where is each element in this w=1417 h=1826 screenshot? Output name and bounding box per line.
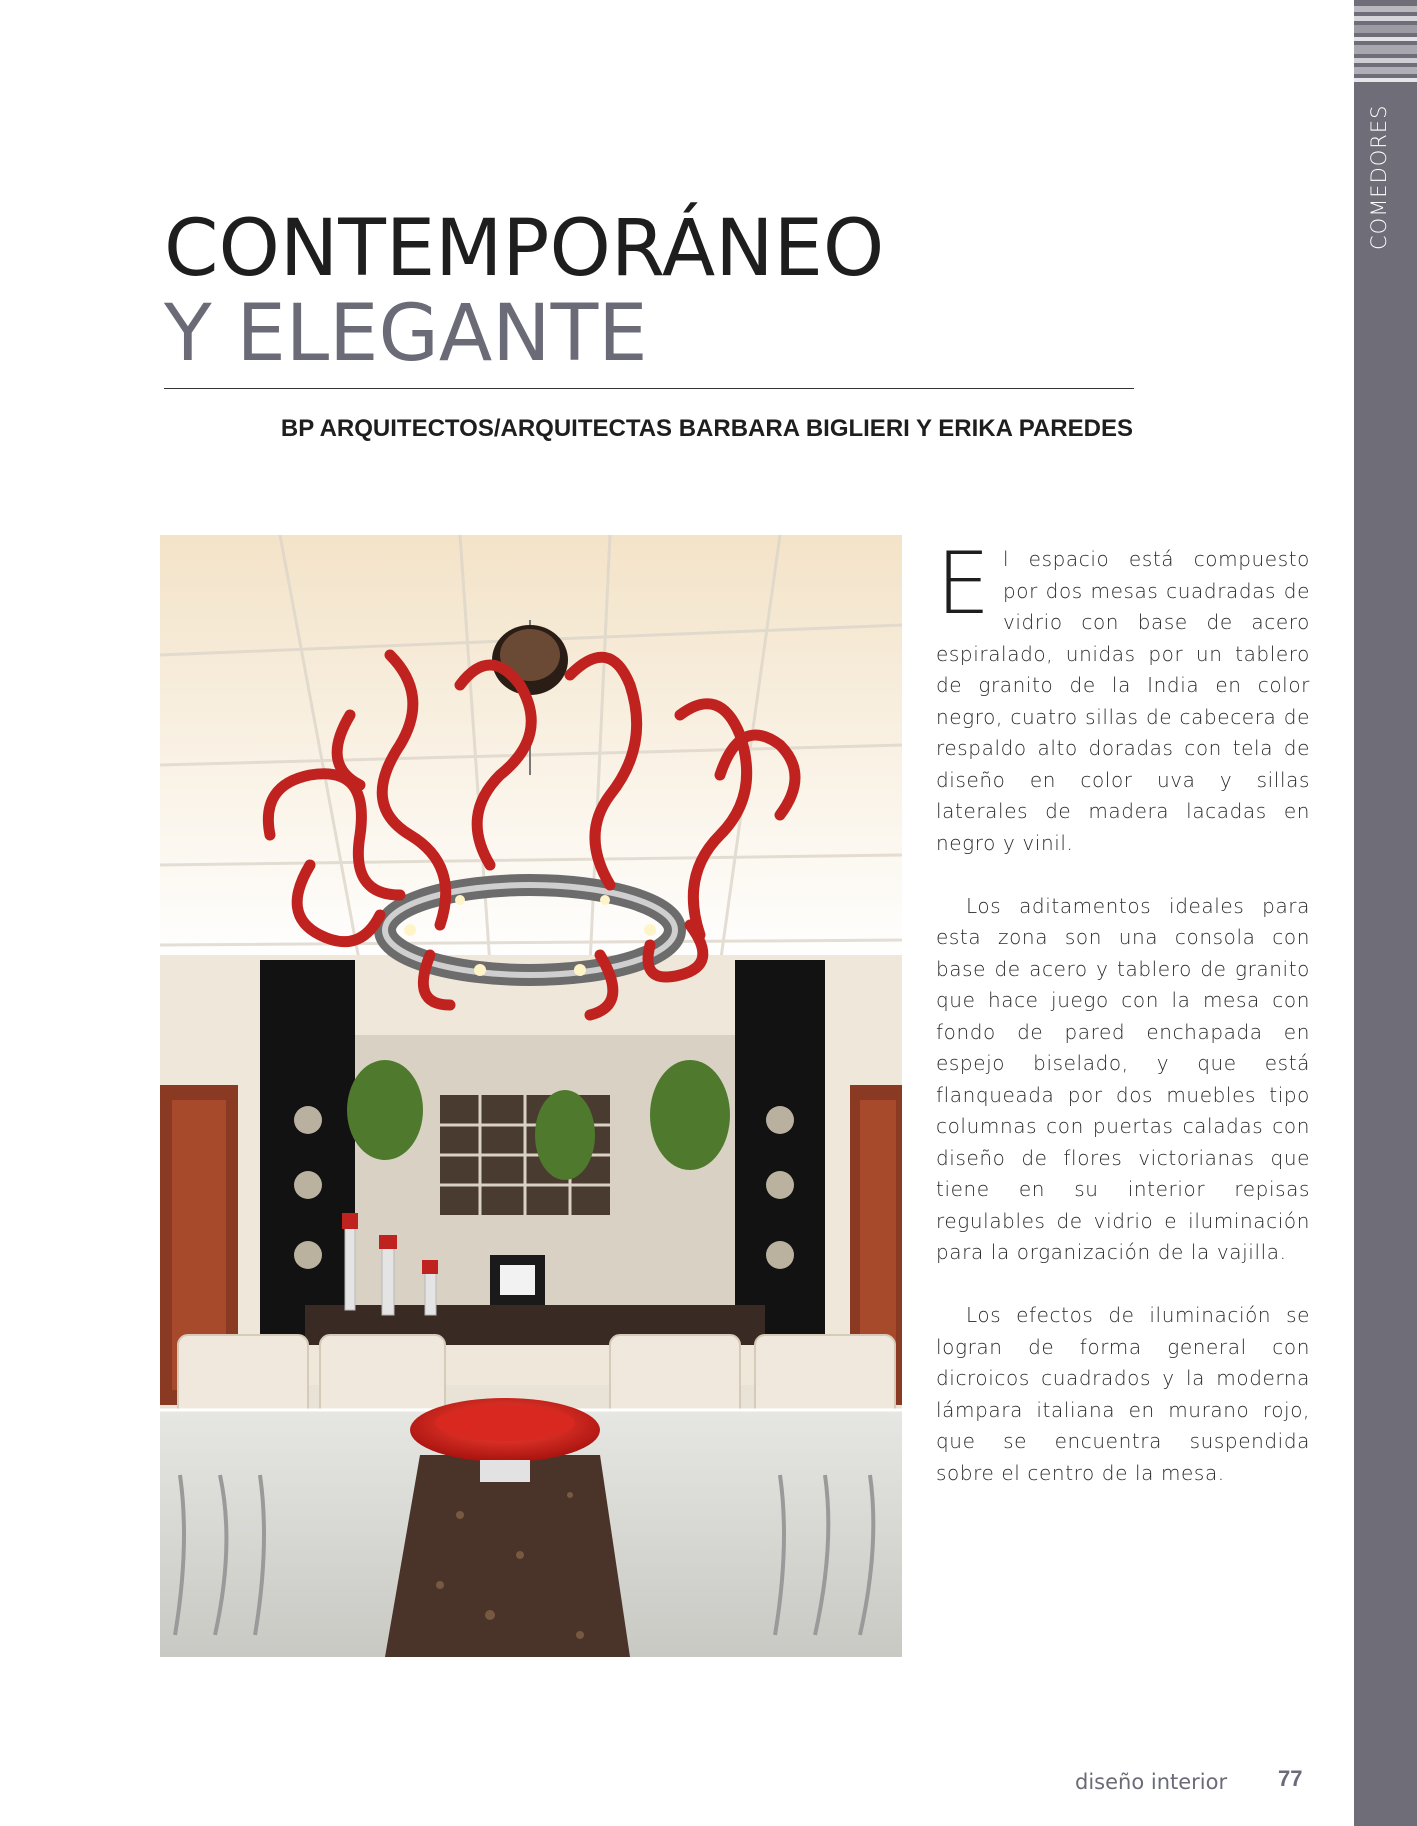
magazine-name: diseño interior [1075,1770,1228,1794]
paragraph-2: Los aditamentos ideales para esta zona son una consola con base de acero y tablero de granito que hace juego con la mesa con fondo de pared enchapada en espejo biselado, y que está flanqueada por dos muebles tipo columnas con puertas caladas con diseño de flores victorianas que tiene en su interior repisas regulables de vidrio e iluminación para la organización de la vajilla. [936,893,1310,1264]
article-body [936,534,1310,1521]
article-subtitle: Y ELEGANTE [164,289,648,379]
article-byline: BP ARQUITECTOS/ARQUITECTAS BARBARA BIGLIERI Y ERIKA PAREDES [280,415,1133,442]
section-sidebar [1354,0,1417,1826]
paragraph-1 [936,534,1310,859]
page-number: 77 [1278,1766,1303,1791]
sidebar-stripes [1354,0,1417,92]
dining-room-photo [160,535,902,1657]
paragraph-1-text: l espacio está compuesto por dos mesas cuadradas de vidrio con base de acero espiralado, unidas por un tablero de granito de la India en color negro, cuatro sillas de cabecera de respaldo alto doradas con tela de diseño en color uva y sillas laterales de madera lacadas en negro y vinil. [936,547,1310,855]
paragraph-3: Los efectos de iluminación se logran de forma general con dicroicos cuadrados y la moderna lámpara italiana en murano rojo, que se encuentra suspendida sobre el centro de la mesa. [936,1303,1310,1485]
title-divider [164,388,1134,389]
section-label: COMEDORES [1367,104,1391,250]
article-title: CONTEMPORÁNEO [164,204,885,294]
drop-cap: E [936,534,991,634]
